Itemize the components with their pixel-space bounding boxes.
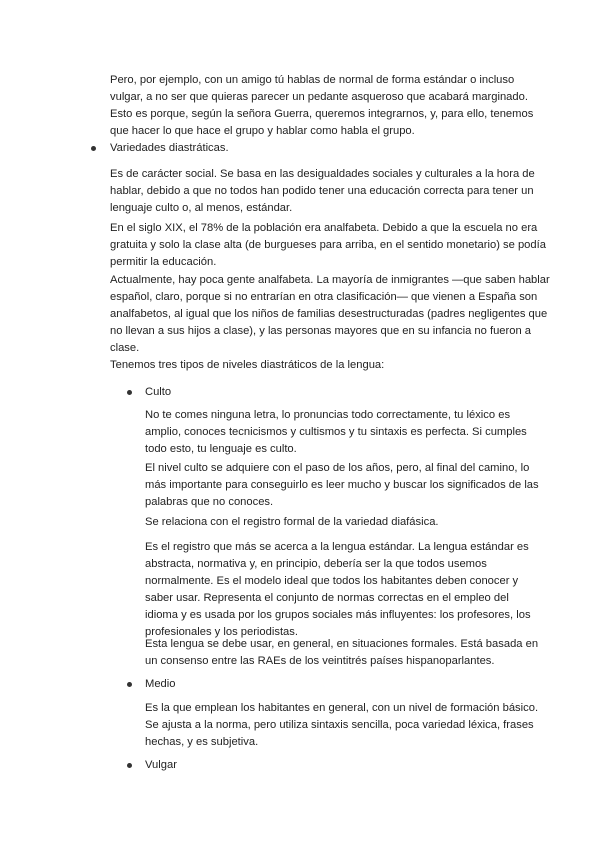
list-item-variedades-diastraticas: Variedades diastráticas. [110,142,229,154]
bullet-dot-icon [91,146,96,151]
bullet-dot-icon [127,763,132,768]
bullet-dot-icon [127,682,132,687]
list-item-medio: Medio [145,678,176,690]
paragraph-actualmente: Actualmente, hay poca gente analfabeta. La mayoría de inmigrantes —que saben hablar español, claro, porque si no entrarían en otra clasificación— que vienen a España son analfabetos, al igual que los niños de familias desestructuradas (padres negligentes que no llevan a sus hijos a clase), y las personas mayores que en su infancia no fueron a clase. [110,274,550,354]
paragraph-medio-1: Es la que emplean los habitantes en general, con un nivel de formación básico. Se ajusta a la norma, pero utiliza sintaxis sencilla, poca variedad léxica, frases hechas, y es subjetiva. [145,702,539,748]
paragraph-siglo-xix: En el siglo XIX, el 78% de la población era analfabeta. Debido a que la escuela no era gratuita y solo la clase alta (de burgueses para arriba, en el sentido monetario) se podía permitir la educación. [110,222,546,268]
bullet-dot-icon [127,390,132,395]
paragraph-culto-5: Esta lengua se debe usar, en general, en situaciones formales. Está basada en un consenso entre las RAEs de los veintitrés países hispanoparlantes. [145,638,539,667]
paragraph-tres-tipos: Tenemos tres tipos de niveles diastráticos de la lengua: [110,359,385,371]
paragraph-intro: Pero, por ejemplo, con un amigo tú hablas de normal de forma estándar o incluso vulgar, a no ser que quieras parecer un pedante asqueroso que acabará marginado. Esto es porque, según la señora Guerra, queremos integrarnos, y, para ello, tenemos que hacer lo que hace el grupo y hablar como habla el grupo. [110,74,534,137]
paragraph-culto-3: Se relaciona con el registro formal de la variedad diafásica. [145,516,439,528]
paragraph-culto-2: El nivel culto se adquiere con el paso de los años, pero, al final del camino, lo más importante para conseguirlo es leer mucho y buscar los significados de las palabras que no conoces. [145,462,539,508]
list-item-culto: Culto [145,386,172,398]
list-item-vulgar: Vulgar [145,759,177,771]
paragraph-culto-1: No te comes ninguna letra, lo pronuncias todo correctamente, tu léxico es amplio, conoces tecnicismos y cultismos y tu sintaxis es perfecta. Si cumples todo esto, tu lenguaje es culto. [145,409,527,455]
paragraph-culto-4: Es el registro que más se acerca a la lengua estándar. La lengua estándar es abstracta, normativa y, en principio, debería ser la que todos usemos normalmente. Es el modelo ideal que todos los habitantes deben conocer y saber usar. Representa el conjunto de normas correctas en el empleo del idioma y es usada por los grupos sociales más influyentes: los profesores, los profesionales y los periodistas. [145,541,531,638]
paragraph-caracter-social: Es de carácter social. Se basa en las desigualdades sociales y culturales a la hora de hablar, debido a que no todos han podido tener una educación correcta para tener un lenguaje culto o, al menos, estándar. [110,168,535,214]
